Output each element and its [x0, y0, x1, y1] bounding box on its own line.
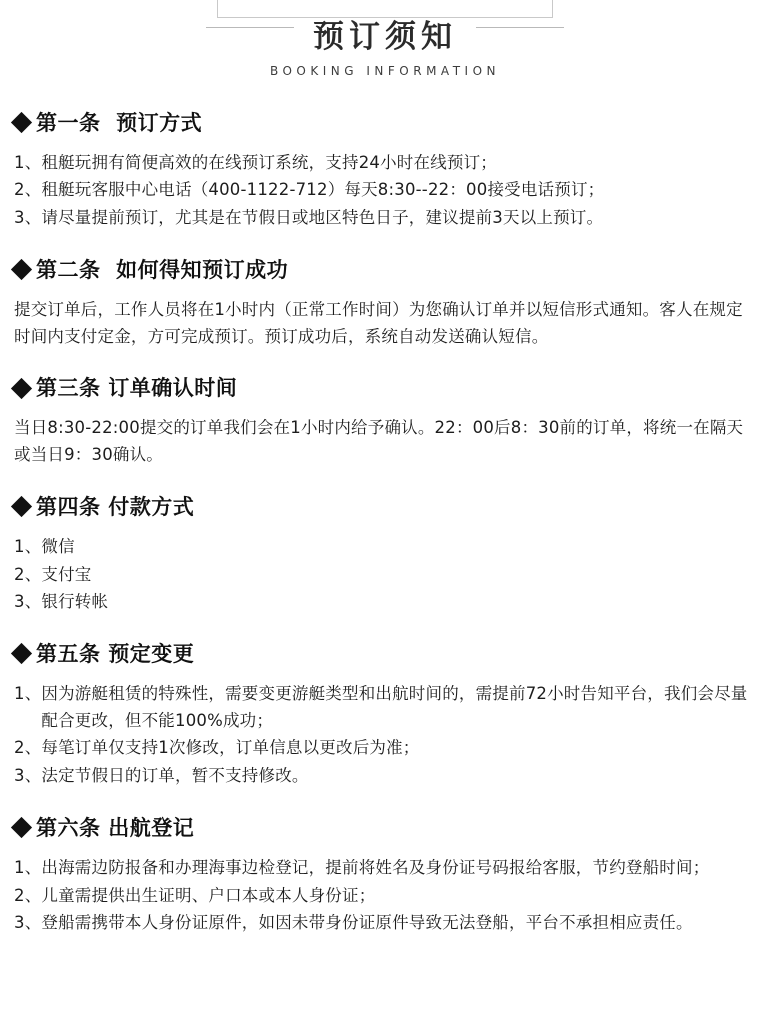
section-heading-text: 第四条 付款方式	[36, 494, 195, 519]
section-heading-text: 第六条 出航登记	[36, 815, 195, 840]
list-item	[14, 910, 756, 937]
section-booking-methods	[14, 107, 756, 232]
section-confirmation-time	[14, 372, 756, 468]
section-booking-confirmation	[14, 254, 756, 350]
section-heading	[14, 812, 756, 842]
list-item-number: 3、	[14, 913, 42, 933]
list-item-number: 2、	[14, 738, 42, 758]
section-list	[14, 681, 756, 790]
list-item-text: 租艇玩客服中心电话（400-1122-712）每天8:30--22：00接受电话预订；	[41, 180, 605, 200]
diamond-bullet-icon	[11, 112, 32, 133]
section-list	[14, 534, 756, 616]
list-item-number: 2、	[14, 564, 42, 584]
list-item-text: 请尽量提前预订，尤其是在节假日或地区特色日子，建议提前3天以上预订。	[41, 208, 604, 228]
header-subtitle-wrap	[14, 60, 756, 79]
list-item-number: 3、	[14, 592, 42, 612]
list-item-number: 1、	[14, 536, 42, 556]
list-item-number: 1、	[14, 152, 42, 172]
list-item	[14, 883, 756, 910]
list-item-text: 每笔订单仅支持1次修改，订单信息以更改后为准；	[41, 738, 420, 758]
section-booking-changes	[14, 638, 756, 790]
list-item-text: 出海需边防报备和办理海事边检登记，提前将姓名及身份证号码报给客服，节约登船时间；	[41, 857, 710, 877]
list-item-text: 登船需携带本人身份证原件，如因未带身份证原件导致无法登船，平台不承担相应责任。	[41, 913, 693, 933]
section-payment-methods	[14, 491, 756, 616]
list-item-number: 1、	[14, 857, 42, 877]
section-departure-registration	[14, 812, 756, 937]
section-heading	[14, 638, 756, 668]
section-paragraph: 当日8:30-22:00提交的订单我们会在1小时内给予确认。22：00后8：30前的订单，将统一在隔天或当日9：30确认。	[14, 418, 744, 465]
list-item	[14, 735, 756, 762]
list-item-text: 微信	[41, 536, 75, 556]
diamond-bullet-icon	[11, 496, 32, 517]
list-item-text: 因为游艇租赁的特殊性，需要变更游艇类型和出航时间的，需提前72小时告知平台，我们会尽量配合更改，但不能100%成功；	[41, 683, 748, 730]
header-rule-right	[476, 27, 564, 28]
list-item	[14, 589, 756, 616]
list-item	[14, 205, 756, 232]
list-item	[14, 534, 756, 561]
list-item-text: 租艇玩拥有简便高效的在线预订系统，支持24小时在线预订；	[41, 152, 498, 172]
diamond-bullet-icon	[11, 259, 32, 280]
section-heading	[14, 107, 756, 137]
list-item-number: 2、	[14, 885, 42, 905]
section-list	[14, 855, 756, 937]
list-item	[14, 763, 756, 790]
header-frame	[217, 0, 553, 18]
page-subtitle: BOOKING INFORMATION	[269, 63, 501, 78]
list-item-number: 2、	[14, 180, 42, 200]
list-item	[14, 562, 756, 589]
header-rule-left	[206, 27, 294, 28]
list-item-text: 银行转帐	[41, 592, 109, 612]
section-paragraph: 提交订单后，工作人员将在1小时内（正常工作时间）为您确认订单并以短信形式通知。客人在规定时间内支付定金，方可完成预订。预订成功后，系统自动发送确认短信。	[14, 299, 743, 346]
section-heading-text: 第二条 如何得知预订成功	[36, 257, 289, 282]
section-heading	[14, 372, 756, 402]
list-item	[14, 855, 756, 882]
list-item-number: 3、	[14, 766, 42, 786]
section-heading-text: 第五条 预定变更	[36, 641, 195, 666]
list-item-number: 1、	[14, 683, 42, 703]
diamond-bullet-icon	[11, 378, 32, 399]
diamond-bullet-icon	[11, 817, 32, 838]
list-item-text: 支付宝	[41, 564, 92, 584]
list-item-text: 法定节假日的订单，暂不支持修改。	[41, 766, 309, 786]
section-heading-text: 第三条 订单确认时间	[36, 376, 238, 401]
diamond-bullet-icon	[11, 643, 32, 664]
list-item	[14, 681, 756, 734]
list-item	[14, 177, 756, 204]
section-heading	[14, 254, 756, 284]
section-heading-text: 第一条 预订方式	[36, 110, 203, 135]
list-item-text: 儿童需提供出生证明、户口本或本人身份证；	[41, 885, 376, 905]
list-item-number: 3、	[14, 208, 42, 228]
list-item	[14, 150, 756, 177]
page-header	[14, 0, 756, 85]
section-list	[14, 150, 756, 232]
page-title: 预订须知	[313, 19, 457, 55]
section-heading	[14, 491, 756, 521]
